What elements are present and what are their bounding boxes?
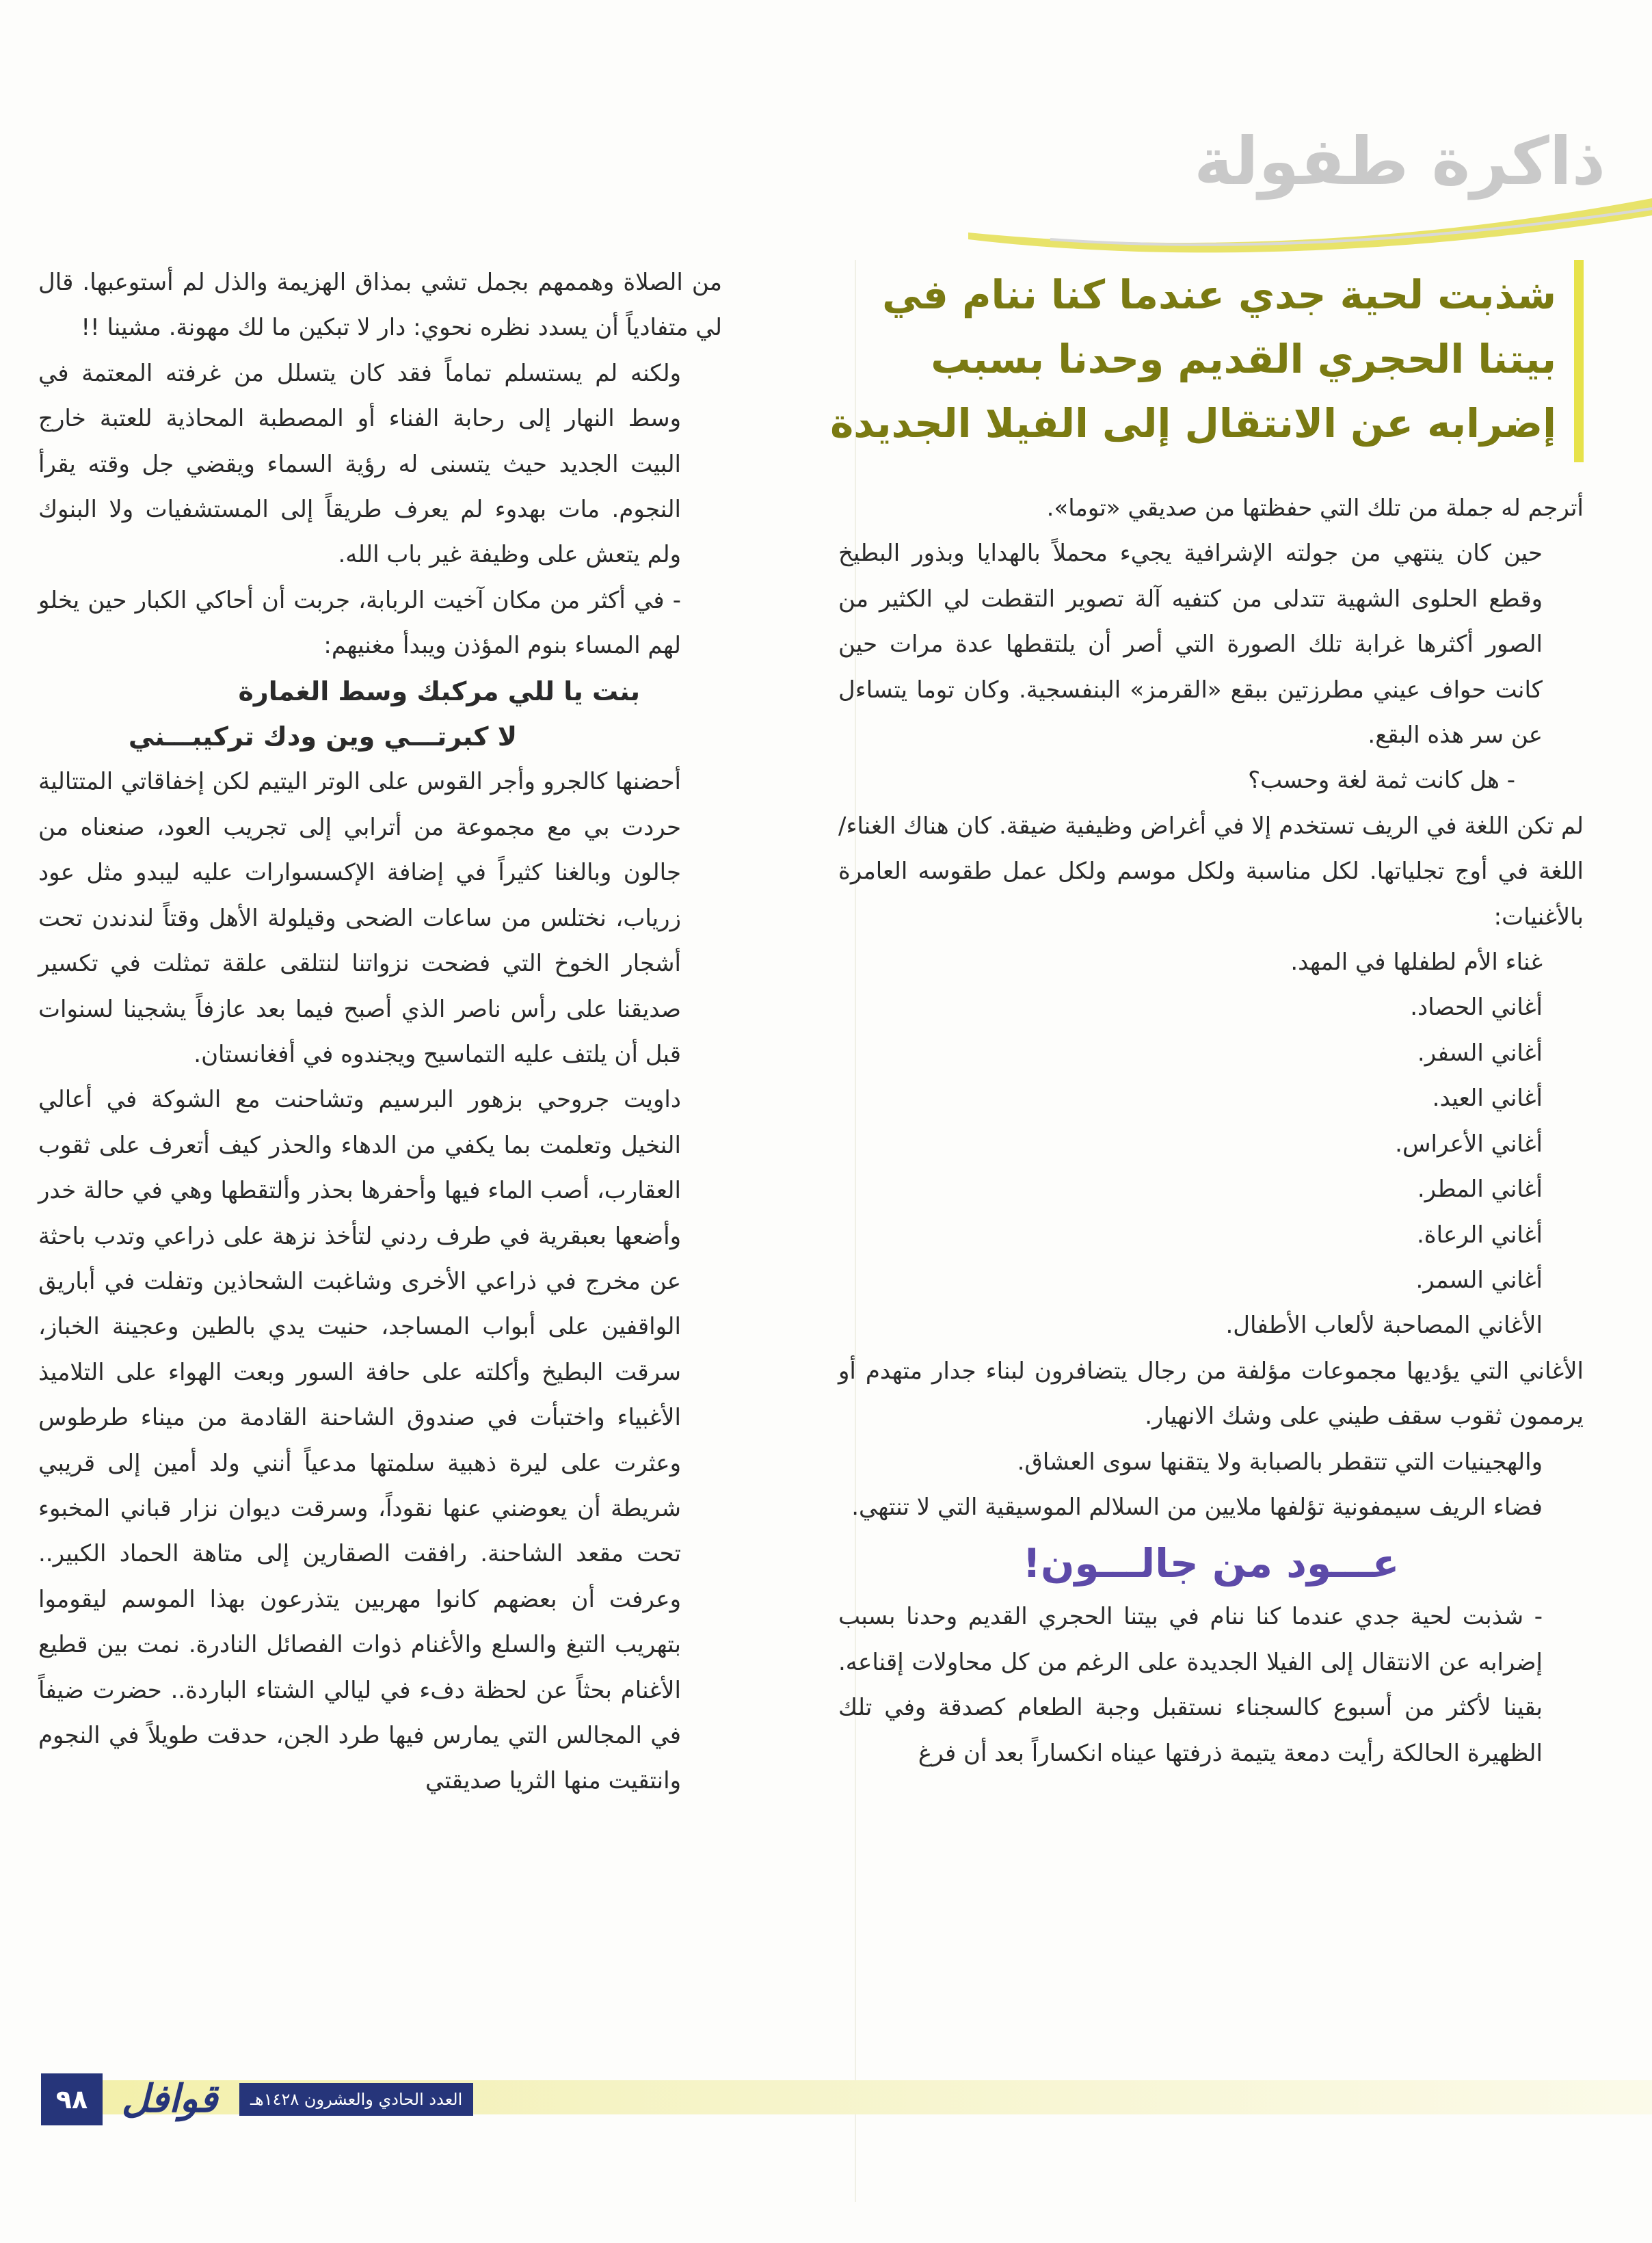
body-paragraph: أترجم له جملة من تلك التي حفظتها من صديقي «توما». xyxy=(1046,494,1584,522)
body-paragraph: الأغاني التي يؤديها مجموعات مؤلفة من رجال يتضافرون لبناء جدار متهدم أو يرممون ثقوب سقف طيني على وشك الانهيار. xyxy=(838,1357,1584,1431)
songs-list xyxy=(838,940,1584,1349)
body-paragraph: - شذبت لحية جدي عندما كنا ننام في بيتنا الحجري القديم وحدنا بسبب إضرابه عن الانتقال إلى الفيلا الجديدة على الرغم من كل محاولات إقناعه. بقينا لأكثر من أسبوع كالسجناء نستقبل وجبة الطعام كصدقة وفي تلك الظهيرة الحالكة رأيت دمعة يتيمة ذرفتها عيناه انكساراً بعد أن فرغ xyxy=(838,1603,1543,1767)
body-paragraph: لم تكن اللغة في الريف تستخدم إلا في أغراض وظيفية ضيقة. كان هناك الغناء/ اللغة في أوج تجلياتها. لكل مناسبة ولكل موسم ولكل عمل طقوسه العامرة بالأغنيات: xyxy=(838,812,1584,931)
pullquote-line: شذبت لحية جدي عندما كنا ننام في xyxy=(882,271,1556,318)
brand-logo: قوافل xyxy=(121,2077,218,2121)
pullquote-line: إضرابه عن الانتقال إلى الفيلا الجديدة xyxy=(830,400,1556,447)
subheading: عـــود من جالـــون! xyxy=(1022,1540,1400,1587)
body-paragraph: من الصلاة وهممهم بجمل تشي بمذاق الهزيمة والذل لم أستوعبها. قال لي متفادياً أن يسدد نظره نحوي: دار لا تبكين ما لك مهونة. مشينا !! xyxy=(38,269,722,342)
list-item: أغاني العيد. xyxy=(1432,1085,1543,1113)
list-item: أغاني المطر. xyxy=(1417,1176,1543,1204)
list-item: أغاني الأعراس. xyxy=(1395,1130,1543,1158)
pullquote xyxy=(830,260,1584,462)
list-item: أغاني الرعاة. xyxy=(1416,1221,1543,1249)
body-paragraph: فضاء الريف سيمفونية تؤلفها ملايين من السلالم الموسيقية التي لا تنتهي. xyxy=(851,1493,1543,1521)
body-paragraph: - هل كانت ثمة لغة وحسب؟ xyxy=(1248,767,1515,795)
body-paragraph: - في أكثر من مكان آخيت الربابة، جربت أن أحاكي الكبار حين يخلو لهم المساء بنوم المؤذن ويبدأ مغنيهم: xyxy=(38,586,681,660)
page-number: ٩٨ xyxy=(41,2073,103,2125)
body-paragraph: حين كان ينتهي من جولته الإشرافية يجيء محملاً بالهدايا وبذور البطيخ وقطع الحلوى الشهية تتدلى من كتفيه آلة تصوير التقطت لي الكثير من الصور أكثرها غرابة تلك الصورة التي أصر أن يلتقطها عدة مرات حين كانت حواف عيني مطرزتين ببقع «القرمز» البنفسجية. وكان توما يتساءل عن سر هذه البقع. xyxy=(838,540,1543,749)
issue-label: العدد الحادي والعشرون ١٤٢٨هـ xyxy=(239,2083,473,2116)
list-item: أغاني الحصاد. xyxy=(1410,994,1543,1022)
page-footer xyxy=(41,2073,1652,2125)
section-title: ذاكرة طفولة xyxy=(1194,123,1606,200)
song-lyric-line: لا كبرتـــي وين ودك تركيبـــني xyxy=(128,721,517,752)
body-paragraph: والهجينيات التي تتقطر بالصبابة ولا يتقنها سوى العشاق. xyxy=(1017,1448,1543,1476)
right-column xyxy=(830,260,1584,1776)
song-lyric-line: بنت يا للي مركبك وسط الغمارة xyxy=(238,676,640,706)
body-paragraph: ولكنه لم يستسلم تماماً فقد كان يتسلل من غرفته المعتمة في وسط النهار إلى رحابة الفناء أو المصطبة المحاذية للعتبة خارج البيت الجديد حيث يتسنى له رؤية السماء ويقضي جل وقته يقرأ النجوم. مات بهدوء لم يعرف طريقاً إلى المستشفيات ولا البنوك ولم يتعش على وظيفة غير باب الله. xyxy=(38,359,681,569)
body-paragraph: أحضنها كالجرو وأجر القوس على الوتر اليتيم لكن إخفاقاتي المتتالية حردت بي مع مجموعة من أترابي إلى تجريب العود، صنعناه من جالون وبالغنا كثيراً في إضافة الإكسسوارات عليه ليبدو مثل عود زرياب، نختلس من ساعات الضحى وقيلولة الأهل وقتاً لندندن تحت أشجار الخوخ التي فضحت نزواتنا لنتلقى علقة تمثلت في تكسير صديقنا على رأس ناصر الذي أصبح فيما بعد عازفاً يشجينا لسنوات قبل أن يلتف عليه التماسيح ويجندوه في أفغانستان. xyxy=(38,768,681,1068)
list-item: غناء الأم لطفلها في المهد. xyxy=(1290,948,1543,977)
list-item: الأغاني المصاحبة لألعاب الأطفال. xyxy=(1225,1312,1543,1340)
left-column xyxy=(38,260,722,1804)
list-item: أغاني السمر. xyxy=(1415,1266,1543,1294)
body-paragraph: داويت جروحي بزهور البرسيم وتشاحنت مع الشوكة في أعالي النخيل وتعلمت بما يكفي من الدهاء والحذر كيف أتعرف على ثقوب العقارب، أصب الماء فيها وأحفرها بحذر وألتقطها وهي في حالة خدر وأضعها بعبقرية في طرف ردني لتأخذ نزهة على ذراعي وتدب باحثة عن مخرج في ذراعي الأخرى وشاغبت الشحاذين وتفلت في أباريق الواقفين على أبواب المساجد، حنيت يدي بالطين وعجينة الخباز، سرقت البطيخ وأكلته على حافة السور وبعت الهواء على التلاميذ الأغبياء واختبأت في صندوق الشاحنة القادمة من ميناء طرطوس وعثرت على ليرة ذهبية سلمتها مدعياً أنني ولد أمين إلى قريبي شريطة أن يعوضني عنها نقوداً، وسرقت ديوان نزار قباني المخبوء تحت مقعد الشاحنة. رافقت الصقارين إلى متاهة الحماد الكبير.. وعرفت أن بعضهم كانوا مهربين يتذرعون بهذا الموسم ليقوموا بتهريب التبغ والسلع والأغنام ذوات الفصائل النادرة. نمت بين قطيع الأغنام بحثاً عن لحظة دفء في ليالي الشتاء الباردة.. حضرت ضيفاً في المجالس التي يمارس فيها طرد الجن، حدقت طويلاً في النجوم وانتقيت منها الثريا صديقتي xyxy=(38,1086,681,1795)
header-swoosh-decoration xyxy=(968,185,1652,260)
pullquote-line: بيتنا الحجري القديم وحدنا بسبب xyxy=(931,336,1556,382)
list-item: أغاني السفر. xyxy=(1417,1039,1543,1067)
